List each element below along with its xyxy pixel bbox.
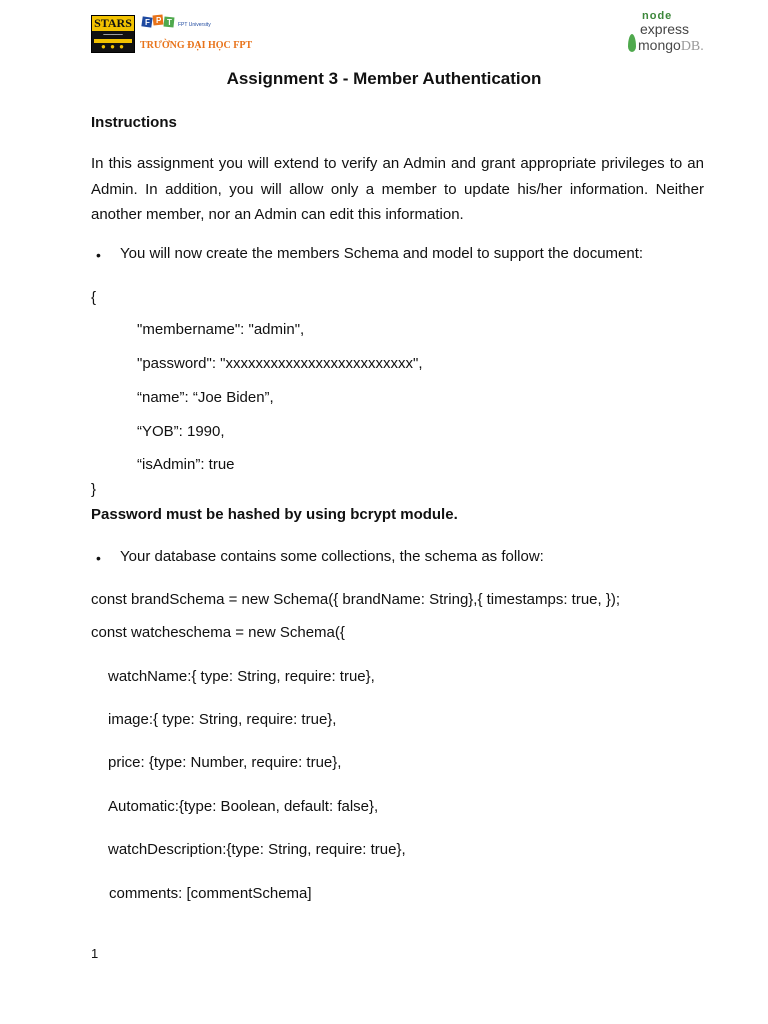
intro-paragraph: In this assignment you will extend to verify an Admin and grant appropriate privileges to an Admin. In addition, you will allow only a member to update his/her information. Neither another member, nor an Admin can edit this information. [91,155,704,223]
json-open-brace: { [91,289,97,306]
bullet-text-schema: You will now create the members Schema and model to support the document: [120,245,644,262]
bullet-icon: • [96,550,101,566]
fpt-name-label: TRƯỜNG ĐẠI HỌC FPT [140,40,253,51]
bullet-icon: • [96,247,101,263]
schema-field-line: comments: [commentSchema] [109,885,312,902]
schema-field-line: image:{ type: String, require: true}, [108,711,337,728]
bullet-text-collections: Your database contains some collections, the schema as follow: [120,548,544,565]
json-line: “name”: “Joe Biden”, [137,389,274,406]
svg-text:T: T [167,18,172,27]
brand-schema-line: const brandSchema = new Schema({ brandName: String},{ timestamps: true, }); [91,591,621,608]
stars-logo-text: STARS [94,16,132,30]
fpt-university-logo [140,13,253,53]
schema-field-line: price: {type: Number, require: true}, [108,754,342,771]
json-close-brace: } [91,481,97,498]
page-title: Assignment 3 - Member Authentication [226,69,542,88]
schema-field-line: watchName:{ type: String, require: true}, [108,668,375,685]
express-label: express [640,21,690,37]
stars-logo: STARS ━━━━━━━━ ● ● ● [91,15,135,53]
schema-field-line: Automatic:{type: Boolean, default: false}, [108,798,379,815]
mongodb-leaf-icon [628,34,636,52]
json-line: "membername": "admin", [137,321,305,338]
json-line: “YOB”: 1990, [137,423,225,440]
schema-field-line: watchDescription:{type: String, require: true}, [108,841,406,858]
watches-schema-line: const watcheschema = new Schema({ [91,624,345,641]
node-express-mongodb-logo [626,10,706,54]
json-line: “isAdmin”: true [137,456,235,473]
fpt-logo-icon [140,13,180,39]
fpt-university-label: FPT University [178,22,211,28]
instructions-heading: Instructions [91,114,177,131]
json-line: "password": "xxxxxxxxxxxxxxxxxxxxxxxxx", [137,355,423,372]
password-note: Password must be hashed by using bcrypt module. [91,506,458,523]
svg-text:P: P [156,16,162,25]
mongo-label: mongoDB. [638,37,704,54]
svg-text:F: F [145,18,150,27]
page-number: 1 [91,946,99,961]
node-label: node [642,10,673,22]
